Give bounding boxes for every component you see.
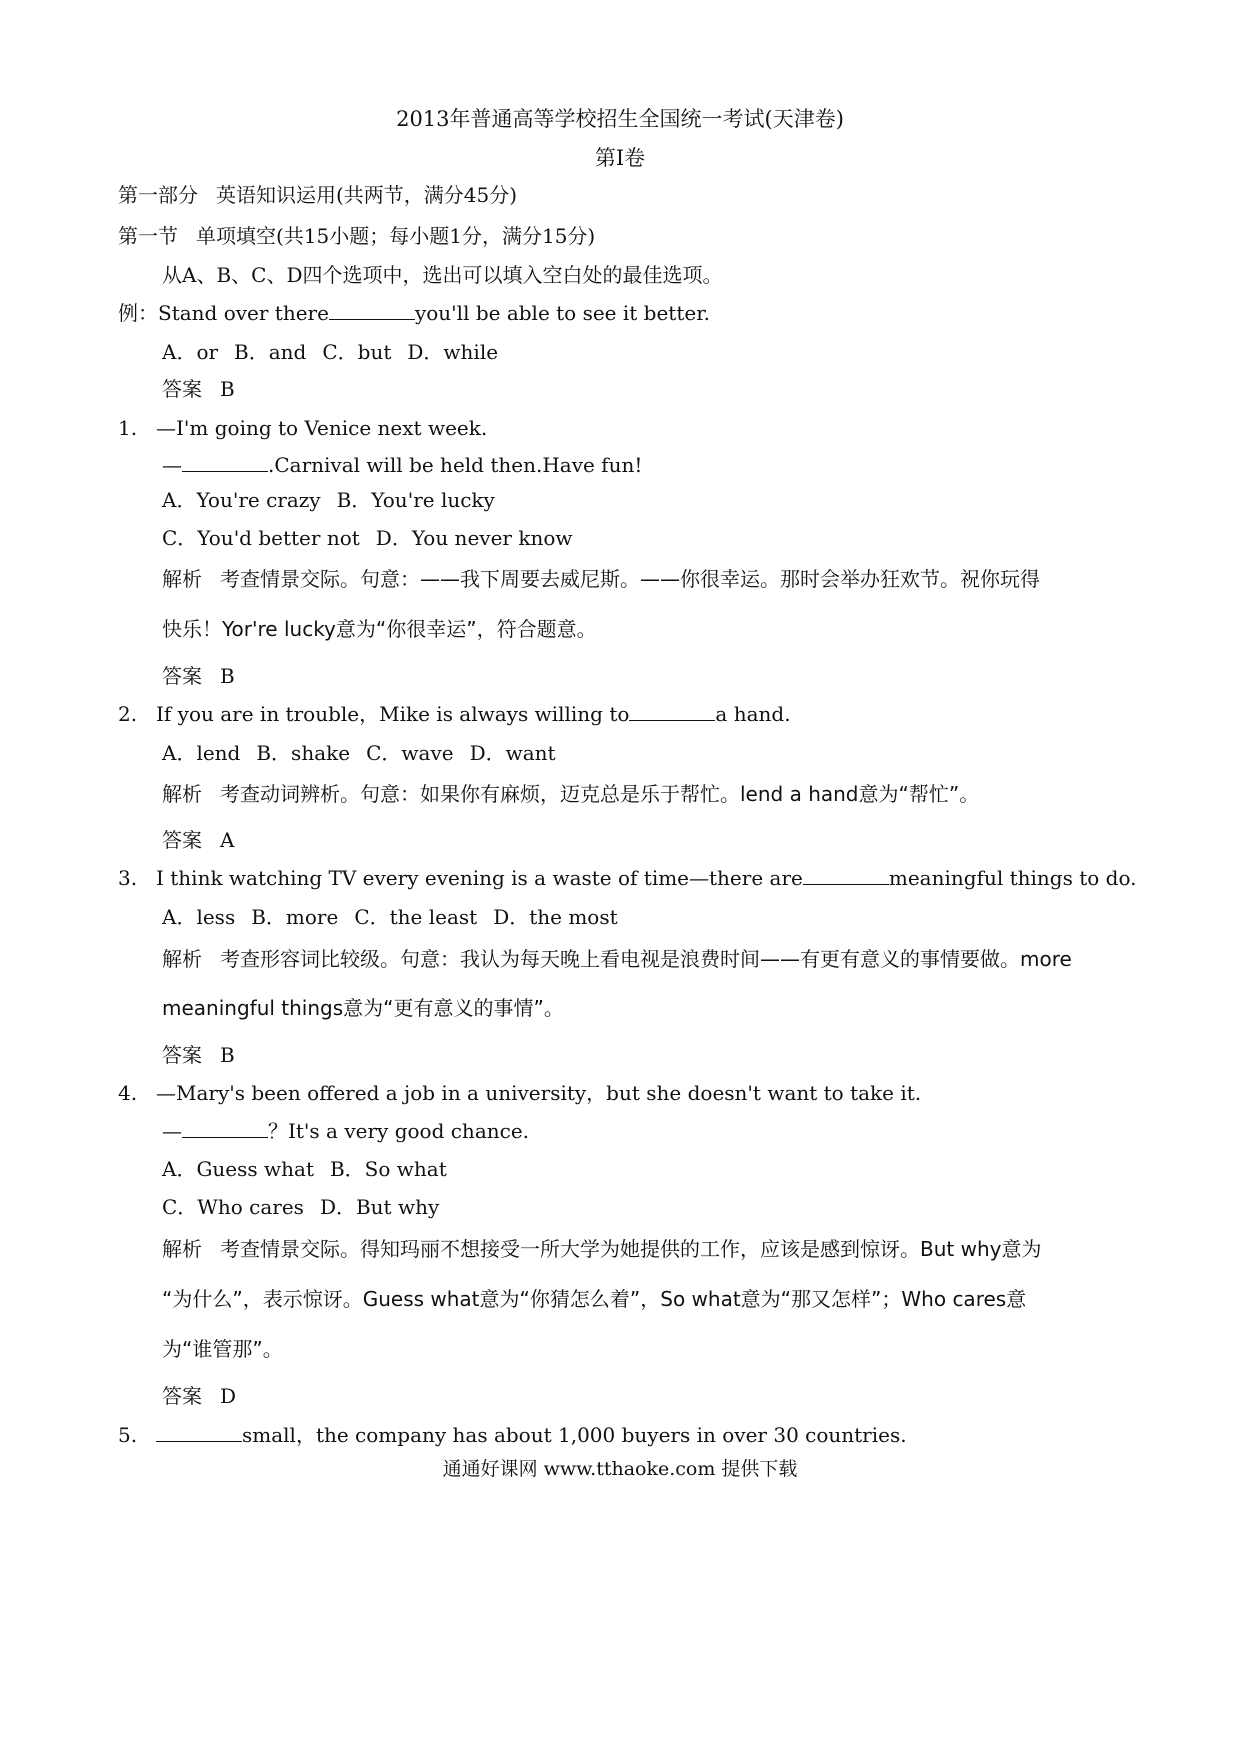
analysis-label: 解析 [162,567,202,591]
example-after: you'll be able to see it better. [414,301,710,325]
question-2-stem [118,701,791,727]
example-before: Stand over there [158,301,329,325]
analysis-label: 解析 [162,947,202,971]
analysis-text: 考查情景交际。句意：——我下周要去威尼斯。——你很幸运。那时会举办狂欢节。祝你玩得 [220,567,1040,591]
question-number: 2. [118,702,138,726]
option: C．wave [366,741,454,765]
option: B．shake [256,741,351,765]
question-text: I think watching TV every evening is a waste of time—there are [156,866,803,890]
answer-label: 答案 [162,1043,202,1067]
option: C．but [322,340,392,364]
answer-value: B [220,664,235,688]
question-1-stem [118,415,487,441]
analysis-label: 解析 [162,1237,202,1261]
option: B．more [251,905,339,929]
question-1-options-row2 [162,525,589,551]
exam-title: 2013年普通高等学校招生全国统一考试(天津卷) [396,107,844,131]
answer-blank [182,1119,268,1138]
instruction-text: 从A、B、C、D四个选项中，选出可以填入空白处的最佳选项。 [162,263,723,287]
question-text: —Mary's been offered a job in a university，but she doesn't want to take it. [156,1081,922,1105]
answer-label: 答案 [162,1384,202,1408]
reply-text: .Carnival will be held then.Have fun! [268,453,643,477]
answer-blank [629,702,715,721]
section-text: 单项填空(共15小题；每小题1分，满分15分) [196,224,596,248]
question-1-answer [162,663,235,689]
option: B．and [234,340,307,364]
question-4-answer [162,1383,236,1409]
question-3-stem [118,865,1137,891]
answer-blank [803,866,889,885]
question-1-reply [162,452,642,478]
question-3-analysis-cont: meaningful things意为“更有意义的事情”。 [162,996,564,1020]
question-4-analysis [162,1236,1041,1262]
part-heading [118,182,517,208]
section-heading [118,223,595,249]
option: A．lend [162,741,241,765]
question-4-stem [118,1080,921,1106]
option: B．So what [329,1157,447,1181]
analysis-text: 考查形容词比较级。句意：我认为每天晚上看电视是浪费时间——有更有意义的事情要做。more [220,947,1072,971]
example-stem [118,300,710,326]
option: A．or [162,340,219,364]
question-4-analysis-cont2: 为“谁管那”。 [162,1337,283,1361]
option: A．Guess what [162,1157,314,1181]
question-number: 5. [118,1423,138,1447]
question-1-analysis [162,566,1040,592]
option: D．the most [493,905,618,929]
option: A．You're crazy [162,488,321,512]
option: D．You never know [375,526,573,550]
question-3-answer [162,1042,235,1068]
option: D．But why [319,1195,440,1219]
question-3-options [162,904,634,930]
answer-blank [156,1423,242,1442]
part-text: 英语知识运用(共两节，满分45分) [216,183,518,207]
question-3-analysis [162,946,1072,972]
question-4-options-row2 [162,1194,455,1220]
analysis-label: 解析 [162,782,202,806]
question-text: If you are in trouble，Mike is always willing to [156,702,630,726]
question-text: small，the company has about 1,000 buyers in over 30 countries. [242,1423,907,1447]
question-1-analysis-cont: 快乐！Yor're lucky意为“你很幸运”，符合题意。 [162,617,597,641]
reply-dash: — [162,453,182,477]
example-options [162,339,514,365]
answer-blank [182,453,268,472]
question-text: —I'm going to Venice next week. [156,416,488,440]
analysis-text: 考查动词辨析。句意：如果你有麻烦，迈克总是乐于帮忙。lend a hand意为“帮忙”。 [220,782,980,806]
option: D．while [407,340,499,364]
example-answer [162,376,235,402]
question-text-end: a hand. [715,702,791,726]
option: C．You'd better not [162,526,360,550]
question-text-end: meaningful things to do. [888,866,1137,890]
section-label: 第一节 [118,224,178,248]
answer-value: A [220,828,235,852]
reply-text: ？It's a very good chance. [268,1119,530,1143]
answer-value: D [220,1384,237,1408]
analysis-text: 考查情景交际。得知玛丽不想接受一所大学为她提供的工作，应该是感到惊讶。But why意为 [220,1237,1042,1261]
question-2-answer [162,827,234,853]
question-number: 3. [118,866,138,890]
option: D．want [469,741,556,765]
answer-value: B [220,1043,235,1067]
question-1-options-row1 [162,487,511,513]
option: C．the least [354,905,478,929]
question-4-reply [162,1118,529,1144]
question-number: 1. [118,416,138,440]
answer-label: 答案 [162,377,202,401]
question-4-analysis-cont: “为什么”，表示惊讶。Guess what意为“你猜怎么着”，So what意为“那又怎样”；Who cares意 [162,1287,1027,1311]
option: A．less [162,905,236,929]
answer-blank [329,301,415,320]
volume-title: 第Ⅰ卷 [594,146,646,170]
option: C．Who cares [162,1195,304,1219]
question-2-options [162,740,572,766]
answer-label: 答案 [162,828,202,852]
question-2-analysis [162,781,979,807]
example-prefix: 例： [118,301,158,325]
option: B．You're lucky [336,488,495,512]
page-footer: 通通好课网 www.tthaoke.com 提供下载 [442,1458,798,1480]
answer-label: 答案 [162,664,202,688]
part-label: 第一部分 [118,183,198,207]
question-number: 4. [118,1081,138,1105]
question-4-options-row1 [162,1156,463,1182]
question-5-stem [118,1422,907,1448]
reply-dash: — [162,1119,182,1143]
answer-value: B [220,377,235,401]
